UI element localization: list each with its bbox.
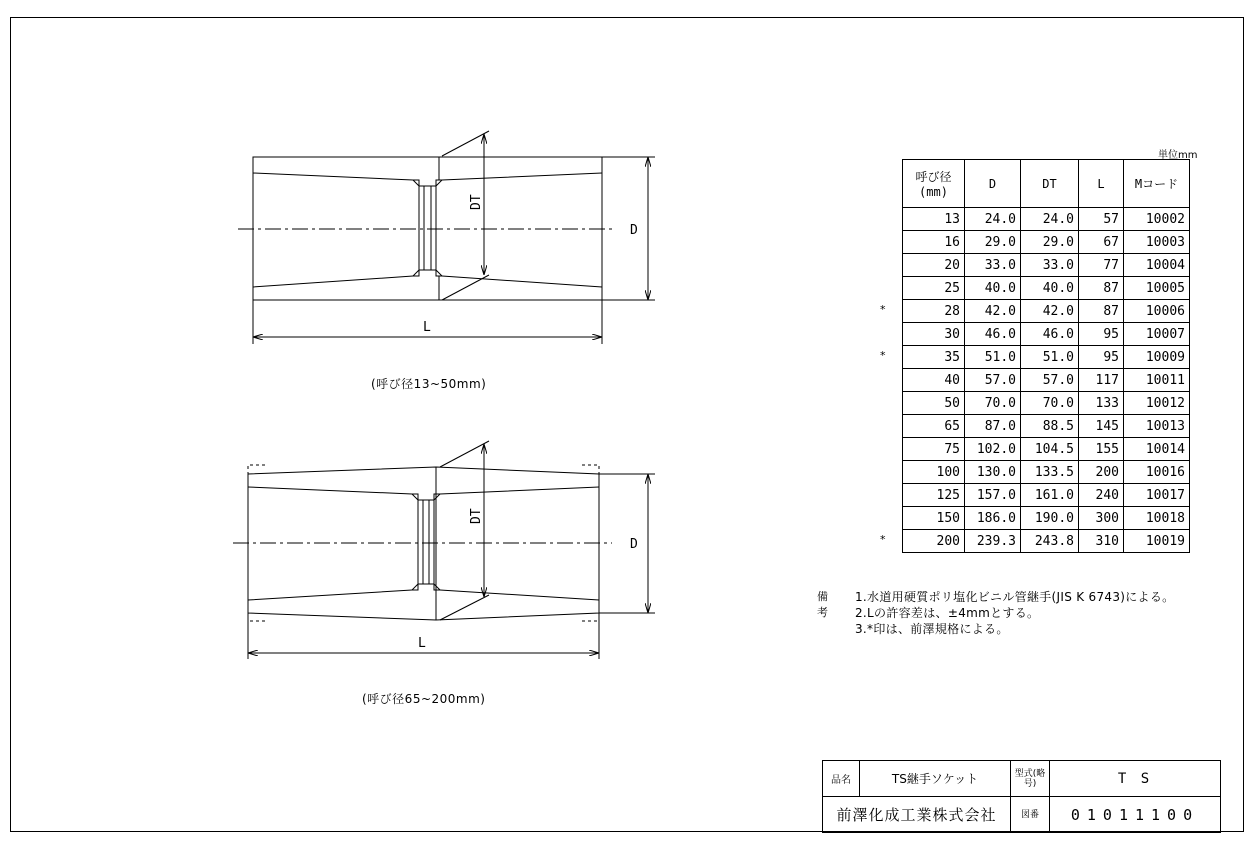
cell-nominal: 30: [903, 323, 965, 346]
cell-l: 67: [1079, 231, 1124, 254]
cell-nominal: 13: [903, 208, 965, 231]
label-l: L: [423, 320, 431, 335]
cell-dt: 46.0: [1021, 323, 1079, 346]
cell-l: 300: [1079, 507, 1124, 530]
cell-d: 33.0: [965, 254, 1021, 277]
cell-d: 186.0: [965, 507, 1021, 530]
star-marker: *: [880, 349, 886, 362]
table-row: [903, 277, 1190, 300]
unit-label: 単位mm: [1158, 150, 1198, 161]
socket-drawing-small: [238, 131, 655, 344]
cell-d: 239.3: [965, 530, 1021, 553]
cell-d: 46.0: [965, 323, 1021, 346]
drawing-number-label: 図番: [1011, 797, 1050, 833]
cell-code: 10014: [1124, 438, 1190, 461]
cell-l: 310: [1079, 530, 1124, 553]
cell-dt: 88.5: [1021, 415, 1079, 438]
cell-nominal: 65: [903, 415, 965, 438]
table-row: [903, 231, 1190, 254]
table-row: [903, 392, 1190, 415]
cell-dt: 161.0: [1021, 484, 1079, 507]
cell-d: 157.0: [965, 484, 1021, 507]
table-row: [903, 415, 1190, 438]
product-name: TS継手ソケット: [860, 761, 1011, 797]
cell-dt: 42.0: [1021, 300, 1079, 323]
cell-code: 10006: [1124, 300, 1190, 323]
cell-dt: 190.0: [1021, 507, 1079, 530]
cell-l: 87: [1079, 277, 1124, 300]
note-item: 1.水道用硬質ポリ塩化ビニル管継手(JIS K 6743)による。: [855, 590, 1175, 604]
cell-code: 10005: [1124, 277, 1190, 300]
cell-code: 10019: [1124, 530, 1190, 553]
table-row: [903, 530, 1190, 553]
cell-dt: 243.8: [1021, 530, 1079, 553]
cell-code: 10018: [1124, 507, 1190, 530]
cell-code: 10003: [1124, 231, 1190, 254]
header-code: Mコード: [1124, 160, 1190, 208]
cell-l: 57: [1079, 208, 1124, 231]
table-row: [903, 346, 1190, 369]
cell-nominal: 200: [903, 530, 965, 553]
table-row: [903, 461, 1190, 484]
notes-heading: 備考: [817, 590, 828, 619]
cell-nominal: 28: [903, 300, 965, 323]
cell-nominal: 35: [903, 346, 965, 369]
cell-l: 95: [1079, 323, 1124, 346]
cell-dt: 51.0: [1021, 346, 1079, 369]
cell-code: 10004: [1124, 254, 1190, 277]
table-row: [903, 438, 1190, 461]
product-name-label: 品名: [823, 761, 860, 797]
cell-d: 42.0: [965, 300, 1021, 323]
cell-nominal: 50: [903, 392, 965, 415]
cell-nominal: 150: [903, 507, 965, 530]
table-row: [903, 208, 1190, 231]
cell-code: 10011: [1124, 369, 1190, 392]
cell-code: 10017: [1124, 484, 1190, 507]
cell-l: 133: [1079, 392, 1124, 415]
type-code: T S: [1050, 761, 1221, 797]
table-row: [903, 507, 1190, 530]
header-d: D: [965, 160, 1021, 208]
cell-dt: 24.0: [1021, 208, 1079, 231]
label-dt: DT: [469, 508, 484, 524]
cell-d: 87.0: [965, 415, 1021, 438]
type-label: 型式(略号): [1011, 761, 1050, 797]
caption-small: (呼び径13~50mm): [371, 377, 487, 391]
cell-d: 24.0: [965, 208, 1021, 231]
star-marker: *: [880, 303, 886, 316]
cell-nominal: 20: [903, 254, 965, 277]
cell-d: 29.0: [965, 231, 1021, 254]
cell-l: 95: [1079, 346, 1124, 369]
note-item: 3.*印は、前澤規格による。: [855, 622, 1009, 636]
header-nominal: 呼び径(mm): [903, 160, 965, 208]
label-d: D: [630, 223, 638, 238]
table-row: [903, 484, 1190, 507]
header-l: L: [1079, 160, 1124, 208]
cell-dt: 33.0: [1021, 254, 1079, 277]
note-item: 2.Lの許容差は、±4mmとする。: [855, 606, 1040, 620]
cell-dt: 133.5: [1021, 461, 1079, 484]
cell-l: 87: [1079, 300, 1124, 323]
cell-code: 10012: [1124, 392, 1190, 415]
cell-nominal: 100: [903, 461, 965, 484]
cell-dt: 57.0: [1021, 369, 1079, 392]
label-d: D: [630, 537, 638, 552]
cell-code: 10016: [1124, 461, 1190, 484]
cell-dt: 29.0: [1021, 231, 1079, 254]
cell-code: 10002: [1124, 208, 1190, 231]
cell-d: 51.0: [965, 346, 1021, 369]
company-name: 前澤化成工業株式会社: [823, 797, 1011, 833]
caption-large: (呼び径65~200mm): [362, 692, 486, 706]
cell-nominal: 16: [903, 231, 965, 254]
table-row: [903, 300, 1190, 323]
dimension-table: [902, 159, 1190, 553]
cell-d: 40.0: [965, 277, 1021, 300]
socket-drawing-large: [233, 441, 655, 659]
table-row: [903, 254, 1190, 277]
cell-code: 10007: [1124, 323, 1190, 346]
cell-dt: 70.0: [1021, 392, 1079, 415]
cell-nominal: 125: [903, 484, 965, 507]
cell-l: 200: [1079, 461, 1124, 484]
cell-code: 10009: [1124, 346, 1190, 369]
right-bore: [436, 173, 602, 287]
drawing-number: 01011100: [1050, 797, 1221, 833]
cell-d: 70.0: [965, 392, 1021, 415]
table-row: [903, 369, 1190, 392]
cell-code: 10013: [1124, 415, 1190, 438]
cell-nominal: 25: [903, 277, 965, 300]
cell-l: 240: [1079, 484, 1124, 507]
cell-l: 77: [1079, 254, 1124, 277]
title-block: [822, 760, 1221, 833]
label-l: L: [418, 636, 426, 651]
cell-l: 145: [1079, 415, 1124, 438]
cell-nominal: 75: [903, 438, 965, 461]
cell-nominal: 40: [903, 369, 965, 392]
cell-d: 57.0: [965, 369, 1021, 392]
cell-d: 130.0: [965, 461, 1021, 484]
label-dt: DT: [469, 194, 484, 210]
table-header-row: [903, 160, 1190, 208]
header-dt: DT: [1021, 160, 1079, 208]
cell-dt: 104.5: [1021, 438, 1079, 461]
cell-l: 155: [1079, 438, 1124, 461]
cell-dt: 40.0: [1021, 277, 1079, 300]
cell-l: 117: [1079, 369, 1124, 392]
left-bore: [253, 173, 419, 287]
cell-d: 102.0: [965, 438, 1021, 461]
star-marker: *: [880, 533, 886, 546]
table-row: [903, 323, 1190, 346]
